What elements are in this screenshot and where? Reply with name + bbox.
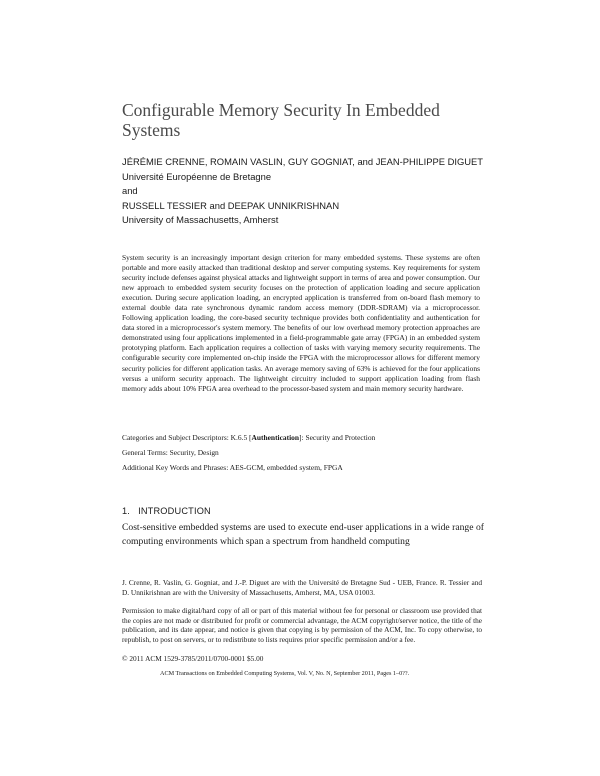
affiliation-line: University of Massachusetts, Amherst <box>122 214 279 226</box>
abstract: System security is an increasingly important design criterion for many embedded systems. These systems are often portable and more easily attacked than traditional desktop and server computing systems. Key requirements for system security include defenses against physical attacks and lightweight support in terms of area and power consumption. Our new approach to embedded system security focuses on the protection of application loading and secure application execution. During secure application loading, an encrypted application is transferred from on-board flash memory to external double data rate synchronous dynamic random access memory (DDR-SDRAM) via a microprocessor. Following application loading, the core-based security technique provides both confidentiality and authentication for data stored in a microprocessor's system memory. The benefits of our low overhead memory protection approaches are demonstrated using four applications implemented in a field-programmable gate array (FPGA) in an embedded system prototyping platform. Each application requires a collection of tasks with varying memory security requirements. The configurable security core implemented on-chip inside the FPGA with the microprocessor allows for different memory security policies for different application tasks. An average memory saving of 63% is achieved for the four applications versus a uniform security approach. The lightweight circuitry included to support application loading from flash memory adds about 10% FPGA area overhead to the processor-based system and main memory security hardware. <box>122 253 480 393</box>
author-block <box>122 155 542 228</box>
categories-suffix: ]: Security and Protection <box>299 433 376 442</box>
section-number: 1. <box>122 506 131 516</box>
categories-bold: Authentication <box>251 433 300 442</box>
footnote-affiliation: J. Crenne, R. Vaslin, G. Gogniat, and J.-P. Diguet are with the Université de Bretagne Sud - UEB, France. R. Tessier and D. Unnikrishnan are with the University of Massachusetts, Amherst, MA, USA 01003. <box>122 578 482 597</box>
section-heading <box>122 506 211 516</box>
general-terms: General Terms: Security, Design <box>122 448 219 457</box>
keywords: Additional Key Words and Phrases: AES-GCM, embedded system, FPGA <box>122 463 343 472</box>
running-footer: ACM Transactions on Embedded Computing Systems, Vol. V, No. N, September 2011, Pages 1–0??. <box>160 670 410 677</box>
categories-descriptors <box>122 433 482 443</box>
author-line: RUSSELL TESSIER and DEEPAK UNNIKRISHNAN <box>122 199 340 211</box>
author-conjunction: and <box>122 185 138 197</box>
categories-prefix: Categories and Subject Descriptors: K.6.5 [ <box>122 433 252 442</box>
copyright-line: © 2011 ACM 1529-3785/2011/0700-0001 $5.00 <box>122 654 264 663</box>
author-line: JÉRÉMIE CRENNE, ROMAIN VASLIN, GUY GOGNIAT, and JEAN-PHILIPPE DIGUET <box>122 156 484 167</box>
paper-title: Configurable Memory Security In Embedded Systems <box>122 100 440 140</box>
section-title: INTRODUCTION <box>138 506 211 516</box>
affiliation-line: Université Européenne de Bretagne <box>122 170 272 182</box>
footnote-permission: Permission to make digital/hard copy of all or part of this material without fee for personal or classroom use provided that the copies are not made or distributed for profit or commercial advantage, the ACM copyright/server notice, the title of the publication, and its date appear, and notice is given that copying is by permission of the ACM, Inc. To copy otherwise, to republish, to post on servers, or to redistribute to lists requires prior specific permission and/or a fee. <box>122 606 482 644</box>
intro-paragraph: Cost-sensitive embedded systems are used to execute end-user applications in a wide range of computing environments which span a spectrum from handheld computing <box>122 522 484 548</box>
